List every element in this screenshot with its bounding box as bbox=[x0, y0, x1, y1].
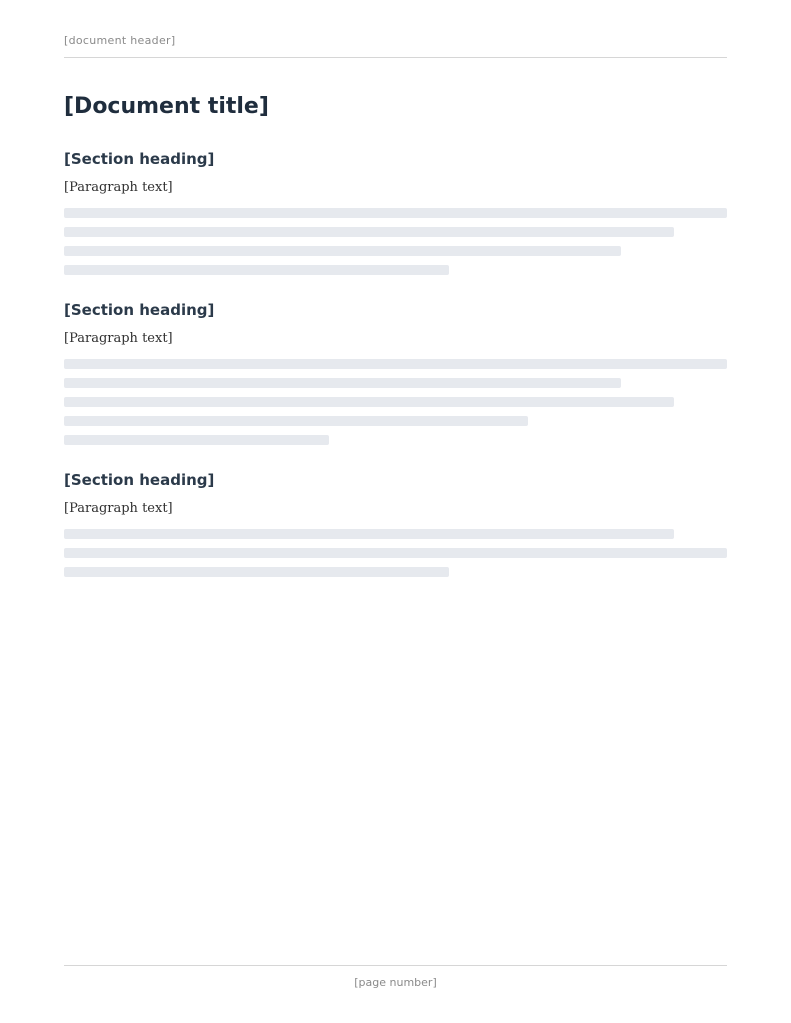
text-line-placeholder bbox=[64, 208, 727, 218]
section-paragraph: [Paragraph text] bbox=[64, 501, 173, 516]
section-heading: [Section heading] bbox=[64, 471, 215, 489]
page-number: [page number] bbox=[354, 976, 437, 989]
section-paragraph: [Paragraph text] bbox=[64, 180, 173, 195]
text-line-placeholder bbox=[64, 548, 727, 558]
text-line-placeholder bbox=[64, 359, 727, 369]
section-paragraph: [Paragraph text] bbox=[64, 331, 173, 346]
page-footer bbox=[64, 965, 727, 989]
header-label: [document header] bbox=[64, 34, 176, 47]
text-line-placeholder bbox=[64, 397, 674, 407]
document-section bbox=[64, 150, 727, 275]
document-body bbox=[64, 150, 727, 603]
document-section bbox=[64, 471, 727, 577]
section-heading: [Section heading] bbox=[64, 301, 215, 319]
document-section bbox=[64, 301, 727, 445]
text-line-placeholder bbox=[64, 567, 449, 577]
page-header bbox=[64, 34, 727, 58]
text-line-placeholder bbox=[64, 529, 674, 539]
section-heading: [Section heading] bbox=[64, 150, 215, 168]
text-line-placeholder bbox=[64, 227, 674, 237]
text-line-placeholder bbox=[64, 416, 528, 426]
text-line-placeholder bbox=[64, 265, 449, 275]
text-line-placeholder bbox=[64, 378, 621, 388]
document-title: [Document title] bbox=[64, 94, 269, 119]
text-line-placeholder bbox=[64, 246, 621, 256]
text-line-placeholder bbox=[64, 435, 329, 445]
